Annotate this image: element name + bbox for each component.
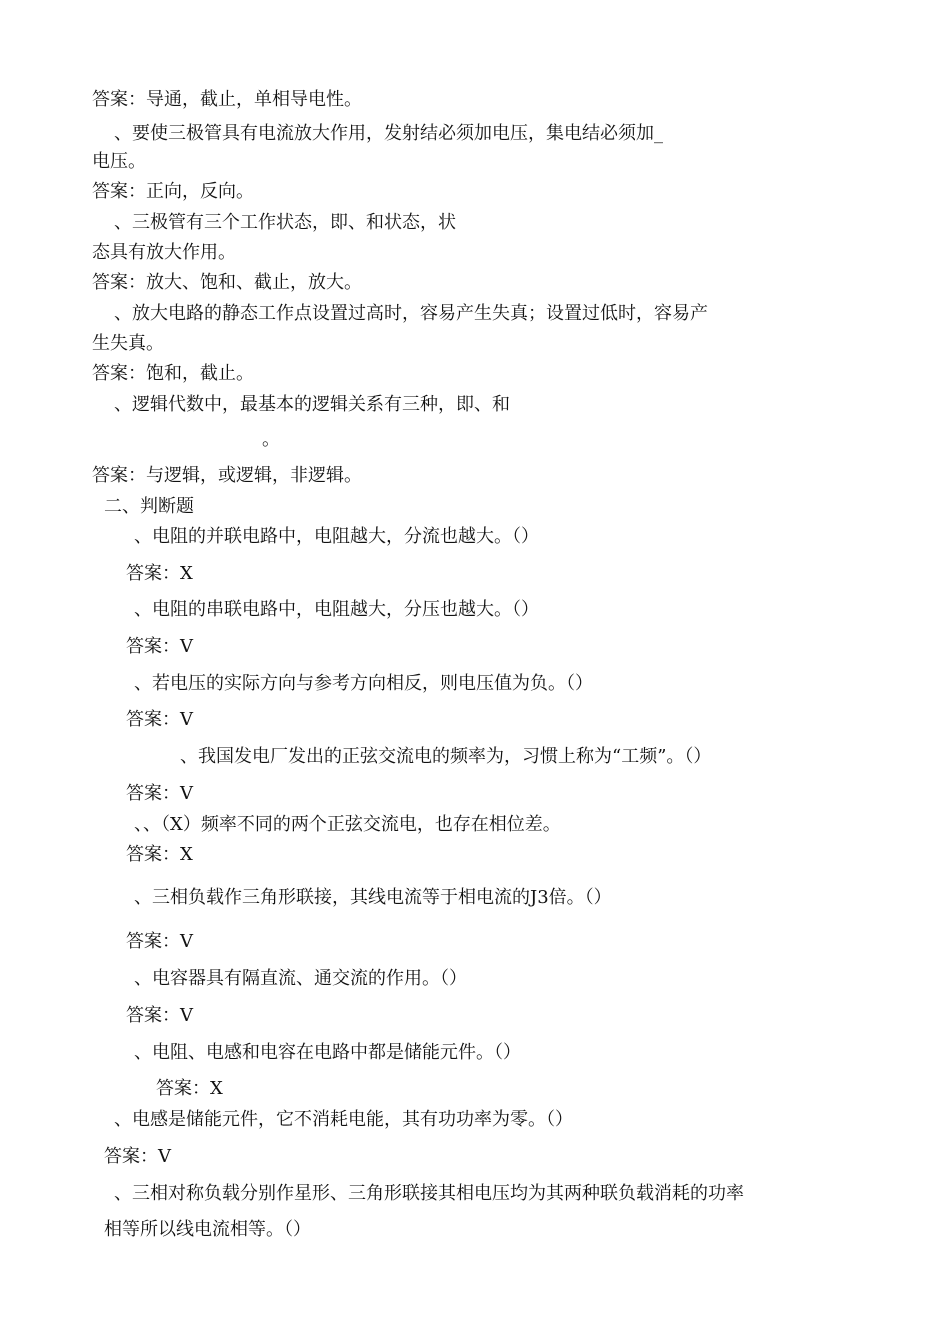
answer-line: 答案：放大、饱和、截止，放大。	[92, 272, 362, 293]
answer-line: 答案：导通，截止，单相导电性。	[92, 89, 362, 110]
answer-line: 答案：V	[126, 931, 193, 952]
question-line: 、电容器具有隔直流、通交流的作用。（）	[134, 968, 467, 989]
answer-line: 答案：正向，反向。	[92, 181, 254, 202]
question-line: 。	[262, 429, 280, 450]
question-line: 电压。	[92, 151, 146, 172]
question-line: 态具有放大作用。	[92, 242, 236, 263]
question-line: 、若电压的实际方向与参考方向相反，则电压值为负。（）	[134, 673, 593, 694]
question-line: 生失真。	[92, 333, 164, 354]
question-line: 、逻辑代数中，最基本的逻辑关系有三种，即、和	[114, 394, 510, 415]
question-line: 、电阻、电感和电容在电路中都是储能元件。（）	[134, 1042, 521, 1063]
answer-line: 答案：X	[126, 844, 193, 865]
question-line: 相等所以线电流相等。（）	[104, 1219, 311, 1240]
answer-line: 答案：X	[126, 563, 193, 584]
answer-line: 答案：V	[126, 783, 193, 804]
answer-line: 答案：X	[156, 1078, 223, 1099]
question-line: 、要使三极管具有电流放大作用，发射结必须加电压，集电结必须加_	[114, 123, 663, 144]
question-line: 、电感是储能元件，它不消耗电能，其有功功率为零。（）	[114, 1109, 573, 1130]
answer-line: 答案：V	[104, 1146, 171, 1167]
question-line: 、三相负载作三角形联接，其线电流等于相电流的J3倍。（）	[134, 887, 612, 908]
question-line: 、电阻的串联电路中，电阻越大，分压也越大。（）	[134, 599, 539, 620]
answer-line: 答案：与逻辑，或逻辑，非逻辑。	[92, 465, 362, 486]
answer-line: 答案：V	[126, 636, 193, 657]
answer-line: 答案：V	[126, 1005, 193, 1026]
question-line: 、三相对称负载分别作星形、三角形联接其相电压均为其两种联负载消耗的功率	[114, 1183, 744, 1204]
question-line: 、三极管有三个工作状态，即、和状态，状	[114, 212, 456, 233]
answer-line: 答案：V	[126, 709, 193, 730]
answer-line: 答案：饱和，截止。	[92, 363, 254, 384]
question-line: 、、（X）频率不同的两个正弦交流电，也存在相位差。	[134, 814, 561, 835]
question-line: 、放大电路的静态工作点设置过高时，容易产生失真；设置过低时，容易产	[114, 303, 708, 324]
section-heading: 二、判断题	[104, 496, 194, 517]
question-line: 、我国发电厂发出的正弦交流电的频率为，习惯上称为“工频”。（）	[180, 746, 712, 767]
question-line: 、电阻的并联电路中，电阻越大，分流也越大。（）	[134, 526, 539, 547]
